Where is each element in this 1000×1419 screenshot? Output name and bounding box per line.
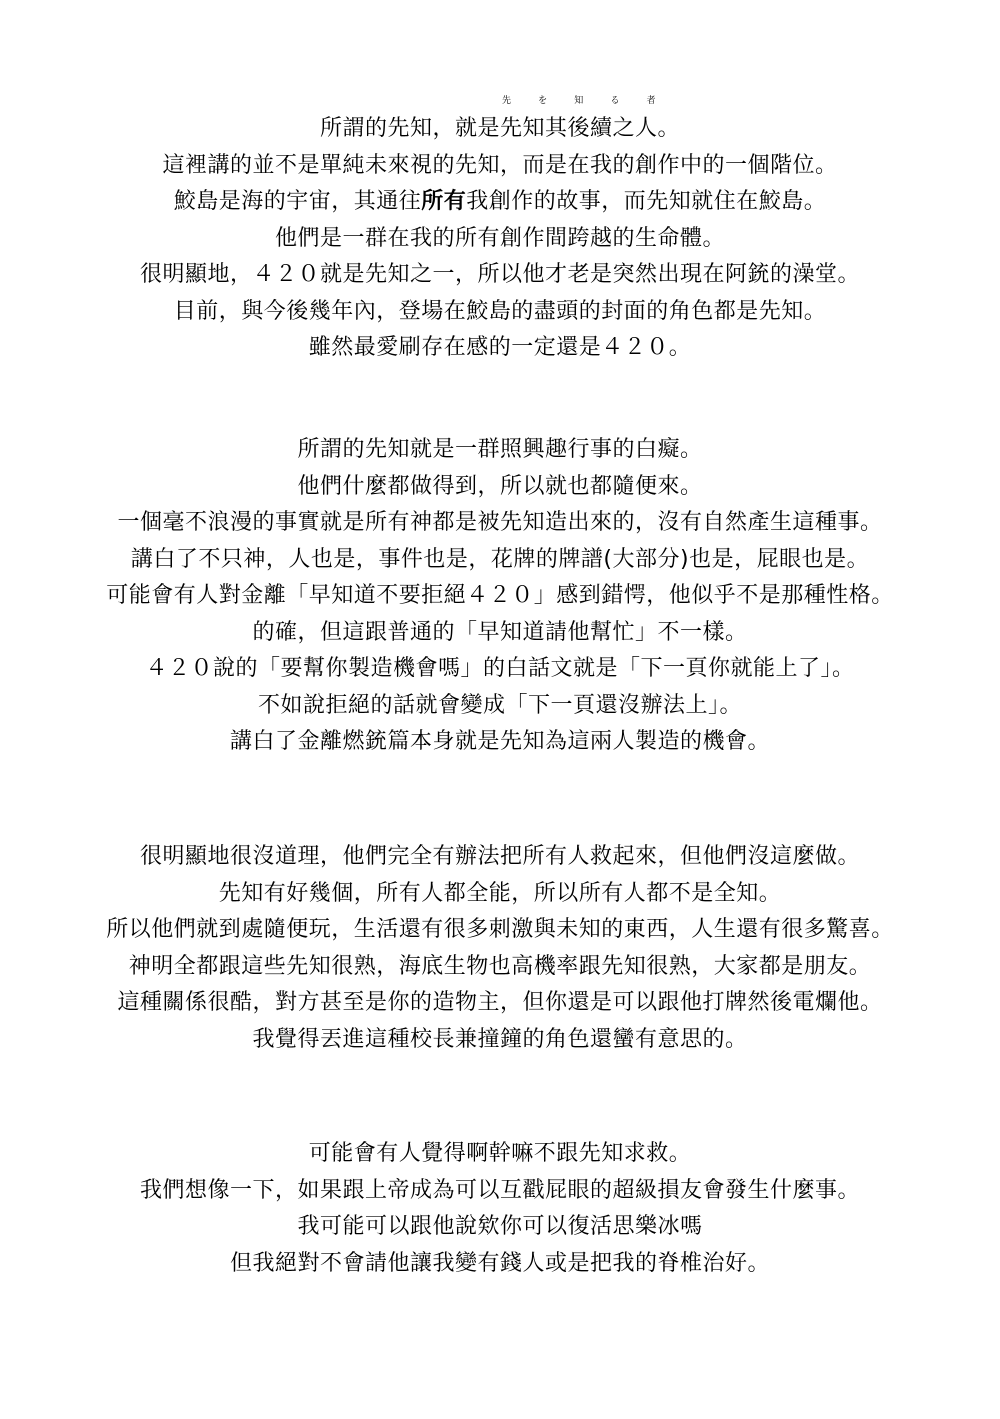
ruby-char: る [610, 96, 620, 106]
text-line: 講白了金離燃銃篇本身就是先知為這兩人製造的機會。 [229, 729, 770, 754]
text-line [0, 184, 1000, 221]
text-line: 我覺得丟進這種校長兼撞鐘的角色還蠻有意思的。 [252, 1026, 748, 1052]
text-line: 神明全都跟這些先知很熟，海底生物也高機率跟先知很熟，大家都是朋友。 [128, 953, 872, 979]
ruby-base-text: 先知其後續之人 [499, 116, 658, 141]
text-line: 但我絕對不會請他讓我變有錢人或是把我的脊椎治好。 [229, 1250, 770, 1276]
ruby-annotation [502, 96, 656, 106]
text-line: 一個毫不浪漫的事實就是所有神都是被先知造出來的，沒有自然產生這種事。 [117, 510, 883, 535]
text-line: 可能會有人對金離「早知道不要拒絕４２０」感到錯愕，他似乎不是那種性格。 [106, 583, 894, 608]
text-line: 可能會有人覺得啊幹嘛不跟先知求救。 [308, 1141, 692, 1166]
text-segment: 。 [657, 116, 681, 141]
ruby-char: 先 [501, 96, 511, 106]
ruby-char: 知 [574, 96, 584, 106]
ruby-char: を [538, 96, 548, 106]
text-line: 他們是一群在我的所有創作間跨越的生命體。 [274, 225, 725, 251]
text-segment: 我創作的故事，而先知就住在鮫島。 [466, 189, 827, 214]
text-line: 這種關係很酷，對方甚至是你的造物主，但你還是可以跟他打牌然後電爛他。 [117, 990, 883, 1015]
text-line: 很明顯地很沒道理，他們完全有辦法把所有人救起來，但他們沒這麼做。 [139, 844, 860, 869]
ruby-annotated-word [499, 96, 658, 148]
text-segment: 鮫島是海的宇宙，其通往 [173, 189, 422, 214]
ruby-char: 者 [646, 96, 656, 106]
text-line: 所以他們就到處隨便玩，生活還有很多刺激與未知的東西，人生還有很多驚喜。 [106, 917, 894, 942]
text-line: 他們什麼都做得到，所以就也都隨便來。 [297, 473, 703, 499]
text-line: ４２０說的「要幫你製造機會嗎」的白話文就是「下一頁你就能上了」。 [145, 656, 855, 681]
text-line: 先知有好幾個，所有人都全能，所以所有人都不是全知。 [218, 880, 782, 906]
text-line: 所謂的先知就是一群照興趣行事的白癡。 [297, 437, 703, 462]
text-line [0, 96, 1000, 148]
bold-emphasis: 所有 [421, 189, 467, 214]
paragraph-prophets-relationships [0, 839, 1000, 1058]
text-line: 這裡講的並不是單純未來視的先知，而是在我的創作中的一個階位。 [162, 152, 838, 178]
text-line: 目前，與今後幾年內，登場在鮫島的盡頭的封面的角色都是先知。 [173, 298, 827, 324]
paragraph-prophets-definition [0, 96, 1000, 367]
paragraph-prophets-nature [0, 432, 1000, 761]
text-line: 不如說拒絕的話就會變成「下一頁還沒辦法上」。 [257, 692, 742, 718]
text-line: 很明顯地，４２０就是先知之一，所以他才老是突然出現在阿銃的澡堂。 [139, 262, 860, 287]
text-line: 我可能可以跟他說欸你可以復活思樂冰嗎 [297, 1214, 703, 1239]
paragraph-asking-for-help [0, 1136, 1000, 1282]
text-line: 我們想像一下，如果跟上帝成為可以互戳屁眼的超級損友會發生什麼事。 [139, 1177, 860, 1203]
text-line: 雖然最愛刷存在感的一定還是４２０。 [308, 335, 692, 360]
text-line: 講白了不只神，人也是，事件也是，花牌的牌譜(大部分)也是，屁眼也是。 [130, 546, 870, 572]
text-segment: 所謂的先知，就是 [319, 116, 500, 141]
text-line: 的確，但這跟普通的「早知道請他幫忙」不一樣。 [252, 619, 748, 645]
